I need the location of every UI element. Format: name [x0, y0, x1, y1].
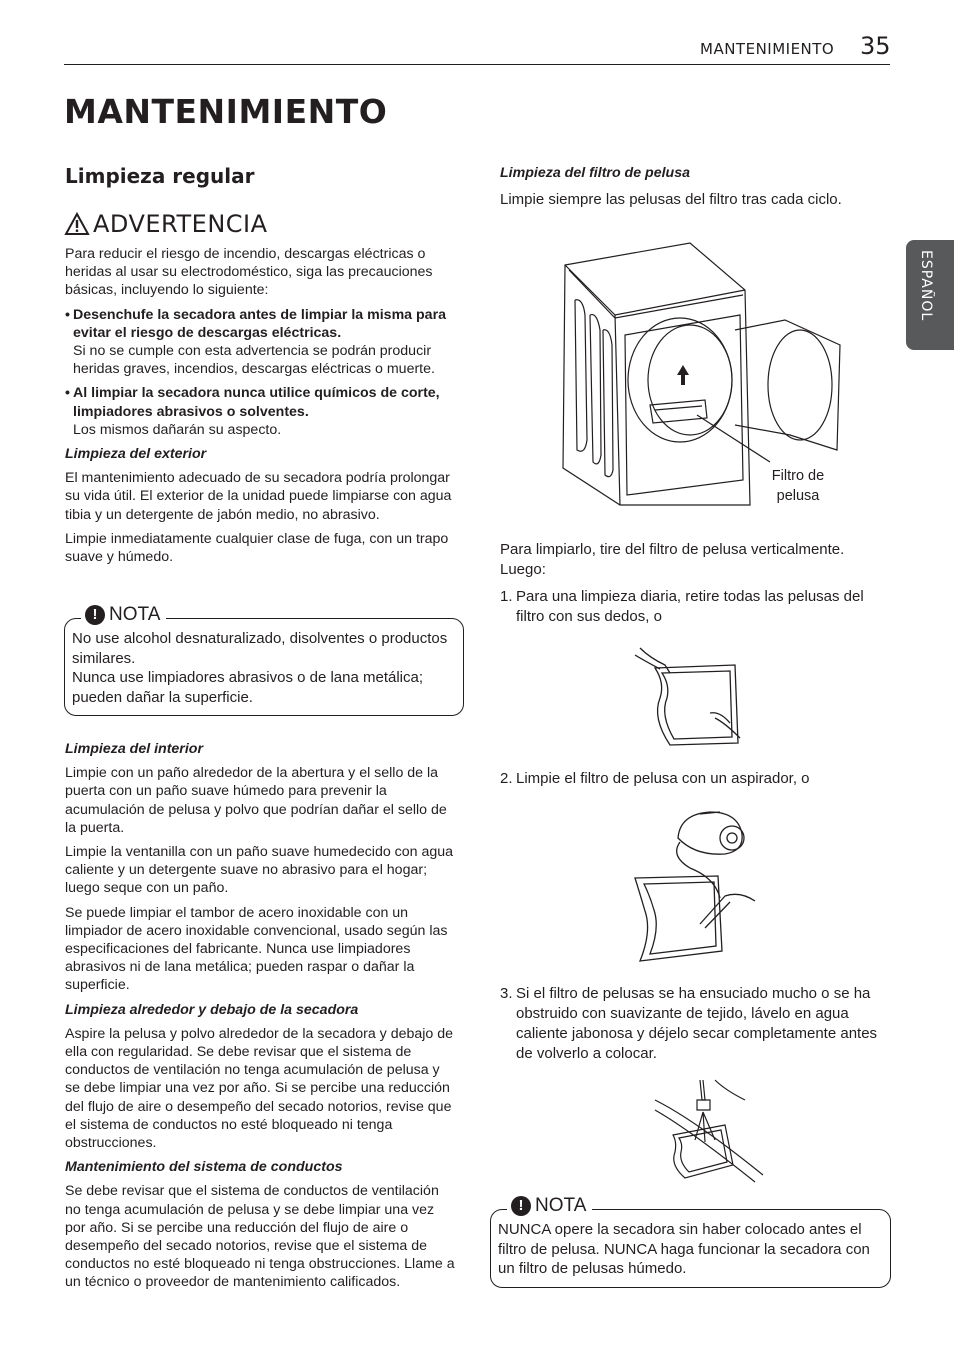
exclamation-icon: !: [511, 1196, 531, 1216]
page-number: 35: [860, 32, 891, 60]
language-tab-label: ESPAÑOL: [918, 250, 934, 322]
interior-heading: Limpieza del interior: [65, 741, 203, 757]
exclamation-icon: !: [85, 605, 105, 625]
warning-bullet-text: Si no se cumple con esta advertencia se podrán producir heridas graves, incendios, descargas eléctricas o muerte.: [73, 343, 435, 378]
left-column-lower: [65, 740, 457, 1298]
step-item: [500, 587, 885, 627]
lint-filter-callout: Filtro de pelusa: [771, 468, 825, 504]
step-item: [500, 984, 885, 1064]
warning-heading: [65, 210, 268, 238]
note-label-text: NOTA: [535, 1195, 587, 1217]
ducts-heading: Mantenimiento del sistema de conductos: [65, 1159, 343, 1176]
step-number: 2.: [500, 770, 513, 787]
left-column: [65, 245, 455, 572]
warning-bullet-bold: Al limpiar la secadora nunca utilice químicos de corte, limpiadores abrasivos o solventes.: [73, 385, 440, 420]
around-heading: Limpieza alrededor y debajo de la secadora: [65, 1001, 359, 1018]
page-title: MANTENIMIENTO: [64, 92, 388, 131]
note-label: [507, 1196, 592, 1216]
note-box: [64, 604, 464, 716]
note-text: Nunca use limpiadores abrasivos o de lana metálica; pueden dañar la superficie.: [72, 669, 424, 706]
language-tab: [906, 240, 954, 350]
vacuum-illustration: [630, 806, 760, 966]
note-label: [81, 605, 166, 625]
lint-intro: Limpie siempre las pelusas del filtro tras cada ciclo.: [500, 191, 842, 208]
note-text: No use alcohol desnaturalizado, disolventes o productos similares.: [72, 630, 448, 667]
warning-intro: Para reducir el riesgo de incendio, descargas eléctricas o heridas al usar su electrodoméstico, siga las precauciones básicas, incluyendo lo siguiente:: [65, 246, 433, 299]
around-paragraph: Aspire la pelusa y polvo alrededor de la secadora y debajo de ella con regularidad. Se debe revisar que el sistema de conductos de ventilación no tenga acumulación de pelusa y se debe limpiar una vez por año. Si se percibe una reducción del flujo de aire o desempeño del secado notorios, revise que el sistema de conductos no esté bloqueado ni tenga obstrucciones.: [65, 1025, 454, 1152]
ducts-paragraph: Se debe revisar que el sistema de conductos de ventilación no tenga acumulación de pelusa y se debe limpiar una vez por año. Si se percibe una reducción del flujo de aire o desempeño del secado notorios, revise que el sistema de conductos no esté bloqueado ni tenga obstrucciones. Llame a un técnico o proveedor de mantenimiento calificados.: [65, 1183, 455, 1291]
step-text: Limpie el filtro de pelusa con un aspirador, o: [516, 770, 810, 787]
warning-bullet: [65, 384, 455, 439]
exterior-heading: Limpieza del exterior: [65, 446, 207, 463]
lint-heading-block: [500, 164, 880, 188]
filter-finger-illustration: [630, 643, 745, 748]
step-text: Si el filtro de pelusas se ha ensuciado mucho o se ha obstruido con suavizante de tejido, lávelo en agua caliente jabonosa y déjelo secar completamente antes de volverlo a colocar.: [516, 985, 878, 1062]
step-number: 1.: [500, 588, 513, 605]
header-rule: [64, 64, 890, 65]
bullet-dot: •: [65, 385, 70, 402]
exterior-paragraph: Limpie inmediatamente cualquier clase de fuga, con un trapo suave y húmedo.: [65, 530, 449, 566]
lint-heading: Limpieza del filtro de pelusa: [500, 165, 690, 181]
interior-paragraph: Se puede limpiar el tambor de acero inoxidable con un limpiador de acero inoxidable convencional, usado según las especificaciones del fabricante. Nunca use limpiadores abrasivos ni de lana metálica; pueden raspar o dañar la superficie.: [65, 904, 448, 994]
warning-title: ADVERTENCIA: [93, 210, 268, 238]
step-item: [500, 769, 885, 789]
exterior-paragraph: El mantenimiento adecuado de su secadora podría prolongar su vida útil. El exterior de la unidad puede limpiarse con agua tibia y un detergente de jabón medio, no abrasivo.: [65, 470, 452, 523]
interior-paragraph: Limpie con un paño alrededor de la abertura y el sello de la puerta con un paño suave húmedo para prevenir la acumulación de pelusa y polvo que podrían dañar el sello de la puerta.: [65, 765, 447, 836]
warning-bullet-bold: Desenchufe la secadora antes de limpiar la misma para evitar el riesgo de descargas eléctricas.: [73, 306, 446, 341]
interior-paragraph: Limpie la ventanilla con un paño suave humedecido con agua caliente y un detergente suave no abrasivo para el hogar; luego seque con un paño.: [65, 844, 454, 897]
warning-triangle-icon: [65, 213, 89, 235]
step-number: 3.: [500, 985, 513, 1002]
running-head: MANTENIMIENTO: [700, 40, 835, 58]
note-text: NUNCA opere la secadora sin haber colocado antes el filtro de pelusa. NUNCA haga funcionar la secadora con un filtro de pelusas húmedo.: [498, 1221, 870, 1277]
filter-washing-illustration: [655, 1080, 765, 1185]
note-label-text: NOTA: [109, 604, 161, 626]
warning-bullet: [65, 306, 455, 379]
bullet-dot: •: [65, 306, 70, 323]
section-title: Limpieza regular: [65, 164, 255, 188]
warning-bullet-text: Los mismos dañarán su aspecto.: [73, 421, 282, 438]
lint-instruction: Para limpiarlo, tire del filtro de pelusa verticalmente. Luego:: [500, 541, 845, 578]
step-text: Para una limpieza diaria, retire todas las pelusas del filtro con sus dedos, o: [516, 588, 864, 625]
note-box: [490, 1195, 891, 1288]
